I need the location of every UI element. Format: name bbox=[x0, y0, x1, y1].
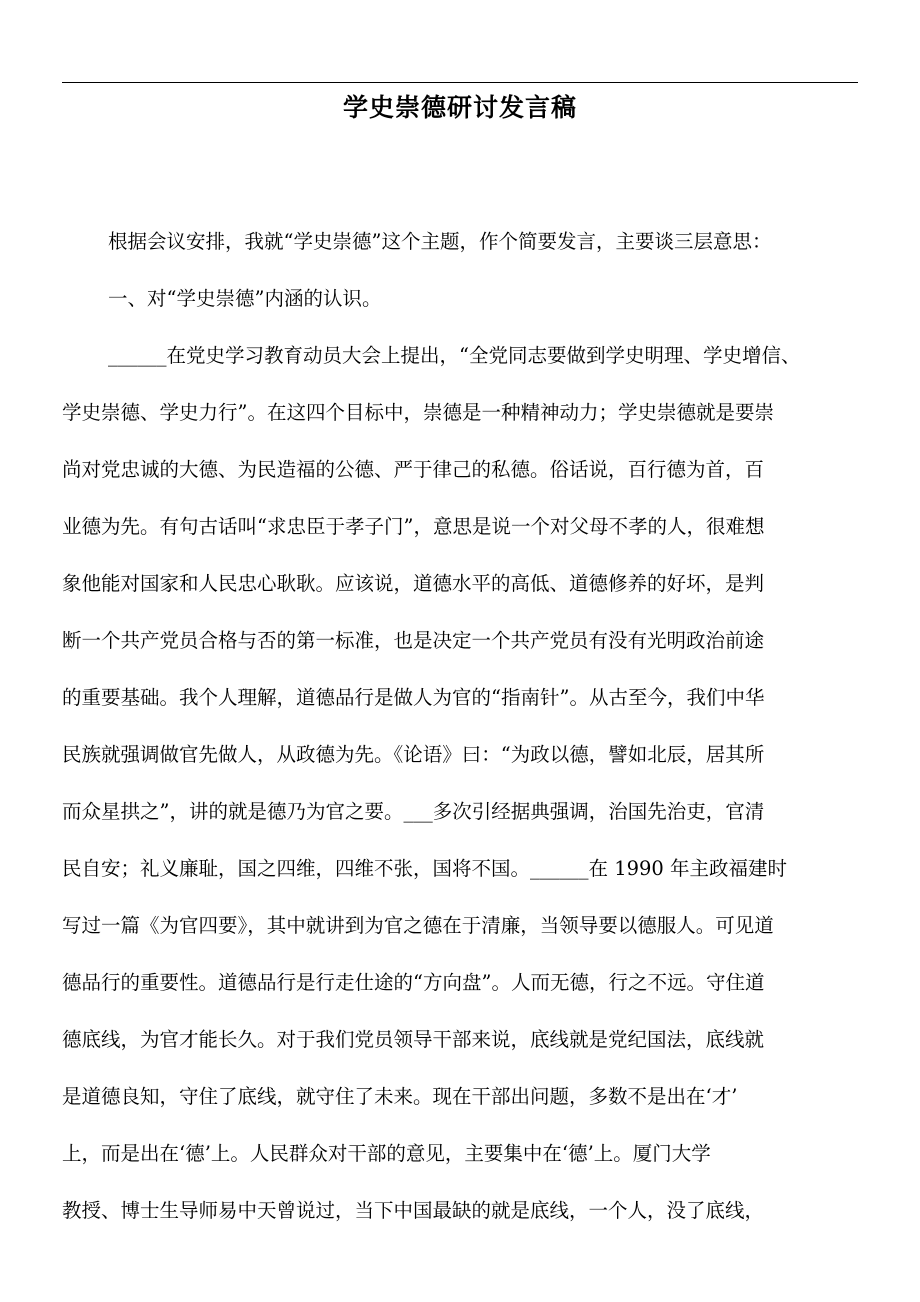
document-body bbox=[62, 213, 860, 1239]
body-line-16: 是道德良知，守住了底线，就守住了未来。现在干部出问题，多数不是出在‘才’ bbox=[62, 1085, 738, 1108]
body-line-1: 根据会议安排，我就“学史崇德”这个主题，作个简要发言，主要谈三层意思： bbox=[108, 230, 772, 253]
body-line-12: 民自安；礼义廉耻，国之四维，四维不张，国将不国。______在 1990 年主政福建时 bbox=[62, 857, 788, 880]
body-line-8: 断一个共产党员合格与否的第一标准，也是决定一个共产党员有没有光明政治前途 bbox=[62, 629, 765, 652]
body-line-14: 德品行的重要性。道德品行是行走仕途的“方向盘”。人而无德，行之不远。守住道 bbox=[62, 971, 765, 994]
header-rule bbox=[62, 82, 858, 83]
body-line-15: 德底线，为官才能长久。对于我们党员领导干部来说，底线就是党纪国法，底线就 bbox=[62, 1028, 765, 1051]
body-line-7: 象他能对国家和人民忠心耿耿。应该说，道德水平的高低、道德修养的好坏，是判 bbox=[62, 572, 765, 595]
body-line-5: 尚对党忠诚的大德、为民造福的公德、严于律己的私德。俗话说，百行德为首，百 bbox=[62, 458, 765, 481]
body-line-13: 写过一篇《为官四要》，其中就讲到为官之德在于清廉，当领导要以德服人。可见道 bbox=[62, 914, 774, 937]
document-title: 学史崇德研讨发言稿 bbox=[342, 93, 577, 122]
body-line-4: 学史崇德、学史力行”。在这四个目标中，崇德是一种精神动力；学史崇德就是要崇 bbox=[62, 401, 774, 424]
body-line-11: 而众星拱之”，讲的就是德乃为官之要。___多次引经据典强调，治国先治吏，官清 bbox=[62, 800, 765, 823]
body-line-3: ______在党史学习教育动员大会上提出，“全党同志要做到学史明理、学史增信、 bbox=[108, 344, 801, 367]
body-line-18: 教授、博士生导师易中天曾说过，当下中国最缺的就是底线，一个人，没了底线， bbox=[62, 1199, 765, 1222]
body-line-10: 民族就强调做官先做人，从政德为先。《论语》曰：“为政以德，譬如北辰，居其所 bbox=[62, 743, 765, 766]
body-line-2: 一、对“学史崇德”内涵的认识。 bbox=[108, 287, 382, 310]
body-line-17: 上，而是出在‘德’上。人民群众对干部的意见，主要集中在‘德’上。厦门大学 bbox=[62, 1142, 711, 1165]
body-line-9: 的重要基础。我个人理解，道德品行是做人为官的“指南针”。从古至今，我们中华 bbox=[62, 686, 765, 709]
body-line-6: 业德为先。有句古话叫“求忠臣于孝子门”，意思是说一个对父母不孝的人，很难想 bbox=[62, 515, 765, 538]
